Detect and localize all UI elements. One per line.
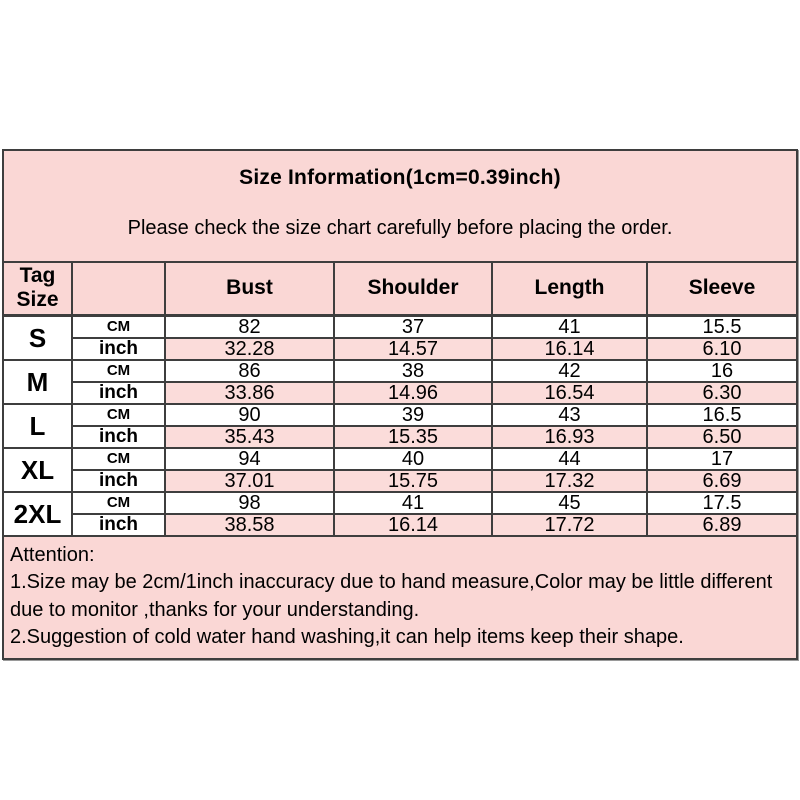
cell-m-inch-shoulder: 14.96	[334, 382, 492, 404]
cell-l-cm-bust: 90	[165, 404, 334, 426]
table-row-l-inch	[4, 426, 796, 448]
cell-2xl-cm-length: 45	[492, 492, 647, 514]
title-block	[4, 151, 796, 263]
cell-2xl-inch-bust: 38.58	[165, 514, 334, 535]
cell-xl-inch-shoulder: 15.75	[334, 470, 492, 492]
unit-label-inch: inch	[72, 426, 165, 448]
size-tag-s: S	[4, 315, 72, 360]
page-subtitle: Please check the size chart carefully before placing the order.	[127, 217, 673, 239]
attention-note-2: 2.Suggestion of cold water hand washing,it can help items keep their shape.	[10, 626, 684, 648]
unit-label-cm: CM	[72, 448, 165, 470]
table-row-2xl-inch	[4, 514, 796, 535]
unit-label-cm: CM	[72, 315, 165, 338]
cell-2xl-inch-sleeve: 6.89	[647, 514, 796, 535]
page-title: Size Information(1cm=0.39inch)	[239, 166, 561, 189]
cell-xl-inch-sleeve: 6.69	[647, 470, 796, 492]
cell-m-inch-sleeve: 6.30	[647, 382, 796, 404]
cell-m-cm-shoulder: 38	[334, 360, 492, 382]
unit-label-inch: inch	[72, 338, 165, 360]
table-row-m-inch	[4, 382, 796, 404]
cell-2xl-cm-sleeve: 17.5	[647, 492, 796, 514]
cell-m-cm-length: 42	[492, 360, 647, 382]
table-row-xl-cm	[4, 448, 796, 470]
cell-xl-cm-length: 44	[492, 448, 647, 470]
cell-l-cm-sleeve: 16.5	[647, 404, 796, 426]
cell-m-inch-length: 16.54	[492, 382, 647, 404]
cell-l-inch-sleeve: 6.50	[647, 426, 796, 448]
size-tag-2xl: 2XL	[4, 492, 72, 535]
column-header-bust: Bust	[165, 263, 334, 315]
table-row-s-cm	[4, 315, 796, 338]
size-chart-sheet	[2, 149, 798, 660]
size-tag-l: L	[4, 404, 72, 448]
cell-2xl-inch-length: 17.72	[492, 514, 647, 535]
cell-s-inch-shoulder: 14.57	[334, 338, 492, 360]
column-header-tag-size: Tag Size	[4, 263, 72, 315]
cell-xl-cm-bust: 94	[165, 448, 334, 470]
unit-label-cm: CM	[72, 492, 165, 514]
cell-s-cm-length: 41	[492, 315, 647, 338]
size-tag-m: M	[4, 360, 72, 404]
table-row-m-cm	[4, 360, 796, 382]
attention-note-1: 1.Size may be 2cm/1inch inaccuracy due to hand measure,Color may be little different due to monitor ,thanks for your understanding.	[10, 571, 773, 621]
unit-label-inch: inch	[72, 382, 165, 404]
attention-block	[4, 535, 796, 658]
cell-2xl-inch-shoulder: 16.14	[334, 514, 492, 535]
size-table	[4, 263, 796, 535]
cell-l-cm-shoulder: 39	[334, 404, 492, 426]
unit-label-inch: inch	[72, 470, 165, 492]
cell-s-cm-sleeve: 15.5	[647, 315, 796, 338]
table-row-2xl-cm	[4, 492, 796, 514]
cell-l-inch-length: 16.93	[492, 426, 647, 448]
cell-m-cm-sleeve: 16	[647, 360, 796, 382]
cell-l-inch-bust: 35.43	[165, 426, 334, 448]
cell-2xl-cm-shoulder: 41	[334, 492, 492, 514]
cell-s-inch-length: 16.14	[492, 338, 647, 360]
size-tag-xl: XL	[4, 448, 72, 492]
cell-s-cm-shoulder: 37	[334, 315, 492, 338]
cell-xl-inch-bust: 37.01	[165, 470, 334, 492]
column-header-length: Length	[492, 263, 647, 315]
cell-s-inch-sleeve: 6.10	[647, 338, 796, 360]
attention-heading: Attention:	[10, 543, 95, 566]
column-header-shoulder: Shoulder	[334, 263, 492, 315]
unit-label-cm: CM	[72, 404, 165, 426]
cell-l-inch-shoulder: 15.35	[334, 426, 492, 448]
cell-s-cm-bust: 82	[165, 315, 334, 338]
cell-2xl-cm-bust: 98	[165, 492, 334, 514]
unit-label-inch: inch	[72, 514, 165, 535]
table-row-s-inch	[4, 338, 796, 360]
table-row-l-cm	[4, 404, 796, 426]
table-row-xl-inch	[4, 470, 796, 492]
table-header-row	[4, 263, 796, 315]
column-header-sleeve: Sleeve	[647, 263, 796, 315]
cell-xl-cm-sleeve: 17	[647, 448, 796, 470]
cell-xl-cm-shoulder: 40	[334, 448, 492, 470]
unit-label-cm: CM	[72, 360, 165, 382]
column-header-unit	[72, 263, 165, 315]
cell-m-inch-bust: 33.86	[165, 382, 334, 404]
cell-m-cm-bust: 86	[165, 360, 334, 382]
cell-l-cm-length: 43	[492, 404, 647, 426]
cell-xl-inch-length: 17.32	[492, 470, 647, 492]
cell-s-inch-bust: 32.28	[165, 338, 334, 360]
